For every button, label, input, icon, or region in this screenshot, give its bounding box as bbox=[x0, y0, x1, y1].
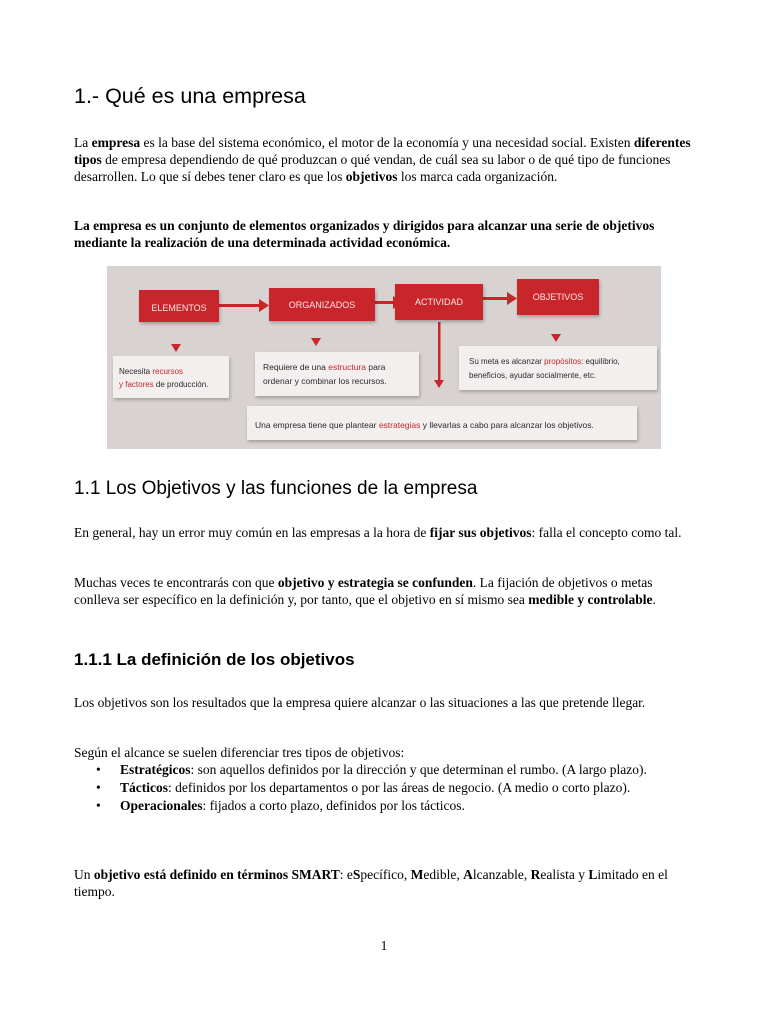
highlight-run: estrategias bbox=[378, 420, 421, 430]
box-elementos bbox=[139, 290, 219, 322]
diagram-note-text bbox=[119, 367, 183, 376]
text-run: : falla el concepto como tal. bbox=[531, 525, 682, 540]
objective-types-list bbox=[74, 761, 694, 815]
text-run: imitado en el tiempo. bbox=[74, 867, 668, 899]
diagram-note-text bbox=[469, 371, 596, 380]
objectives-types-intro: Según el alcance se suelen diferenciar tres tipos de objetivos: bbox=[74, 745, 405, 760]
arrow-line-2 bbox=[375, 301, 393, 304]
text-run: Requiere de una bbox=[263, 362, 329, 372]
bold-run: Estratégicos bbox=[120, 762, 191, 777]
text-run: : fijados a corto plazo, definidos por los tácticos. bbox=[202, 798, 465, 813]
bullet-marker: • bbox=[96, 780, 101, 795]
text-run: los marca cada organización. bbox=[397, 169, 558, 184]
bold-run: empresa bbox=[91, 135, 141, 150]
objective-type-item bbox=[74, 779, 694, 796]
activity-stem bbox=[438, 322, 441, 380]
section-heading-1-1: 1.1 Los Objetivos y las funciones de la empresa bbox=[74, 478, 478, 499]
text-run: ordenar y combinar los recursos. bbox=[263, 376, 387, 386]
text-run: En general, hay un error muy común en las empresas a la hora de bbox=[74, 525, 430, 540]
note-elementos bbox=[113, 356, 229, 398]
text-run: : definidos por los departamentos o por las áreas de negocio. (A medio o corto plazo). bbox=[168, 780, 631, 795]
objectives-strategy-paragraph bbox=[74, 574, 694, 608]
smart-paragraph bbox=[74, 866, 694, 900]
definition-paragraph: La empresa es un conjunto de elementos organizados y dirigidos para alcanzar una serie de objetivos mediante la realización de una determinada actividad económica. bbox=[74, 218, 655, 250]
text-run: : equilibrio, bbox=[581, 357, 620, 366]
section-heading-1-1-1: 1.1.1 La definición de los objetivos bbox=[74, 650, 355, 669]
text-run: de producción. bbox=[153, 380, 209, 389]
text-run: y llevarlas a cabo para alcanzar los objetivos. bbox=[420, 420, 594, 430]
arrow-line-1 bbox=[219, 304, 259, 307]
bold-run: medible y controlable bbox=[528, 592, 653, 607]
bold-run: objetivo y estrategia se confunden bbox=[277, 575, 473, 590]
bold-run: objetivos bbox=[345, 169, 398, 184]
text-run: Necesita bbox=[119, 367, 153, 376]
bold-run: R bbox=[530, 867, 541, 882]
bold-run: diferentes tipos bbox=[74, 135, 691, 167]
text-run: . bbox=[652, 592, 656, 607]
text-run: beneficios, ayudar socialmente, etc. bbox=[469, 371, 597, 380]
text-run: lcanzable, bbox=[472, 867, 531, 882]
bold-run: S bbox=[352, 867, 361, 882]
text-run: ealista y bbox=[540, 867, 589, 882]
bold-run: objetivo está definido en términos SMART bbox=[93, 867, 340, 882]
bold-run: L bbox=[588, 867, 598, 882]
highlight-run: propósitos bbox=[544, 357, 582, 366]
box-label-organizados: ORGANIZADOS bbox=[288, 300, 356, 310]
text-run: La bbox=[74, 135, 92, 150]
text-run: . La fijación de objetivos o metas conlleva ser específico en la definición y, por tanto, que el objetivo en sí mismo sea bbox=[74, 575, 653, 607]
highlight-run: y factores bbox=[119, 380, 154, 389]
bold-run: A bbox=[463, 867, 473, 882]
diagram-note-text bbox=[263, 362, 386, 372]
diagram-note-text bbox=[263, 376, 387, 386]
text-run: para bbox=[366, 362, 386, 372]
objectives-definition-paragraph: Los objetivos son los resultados que la empresa quiere alcanzar o las situaciones a las que pretende llegar. bbox=[74, 695, 646, 710]
intro-paragraph bbox=[74, 134, 694, 185]
text-run: es la base del sistema económico, el motor de la economía y una necesidad social. Existen bbox=[140, 135, 634, 150]
text-run: Un bbox=[74, 867, 94, 882]
note-estrategias bbox=[247, 406, 637, 440]
text-run: Su meta es alcanzar bbox=[469, 357, 545, 366]
objective-type-item bbox=[74, 761, 694, 778]
highlight-run: recursos bbox=[152, 367, 184, 376]
text-run: Muchas veces te encontrarás con que bbox=[74, 575, 278, 590]
text-run: : e bbox=[339, 867, 353, 882]
page-number: 1 bbox=[380, 938, 388, 953]
diagram-note-text bbox=[469, 357, 620, 366]
company-diagram-image bbox=[107, 266, 661, 449]
diagram-note-text bbox=[119, 380, 208, 389]
box-label-objetivos: OBJETIVOS bbox=[532, 292, 584, 302]
bold-run: M bbox=[410, 867, 424, 882]
box-actividad bbox=[395, 284, 483, 320]
section-heading-1: 1.- Qué es una empresa bbox=[74, 84, 306, 108]
bold-run: Operacionales bbox=[120, 798, 203, 813]
text-run: pecífico, bbox=[360, 867, 411, 882]
text-run: Una empresa tiene que plantear bbox=[255, 420, 379, 430]
bold-run: Tácticos bbox=[120, 780, 168, 795]
text-run: edible, bbox=[423, 867, 464, 882]
text-run: : son aquellos definidos por la dirección y que determinan el rumbo. (A largo plazo). bbox=[190, 762, 647, 777]
bullet-marker: • bbox=[96, 762, 101, 777]
box-organizados bbox=[269, 288, 375, 321]
arrow-line-3 bbox=[483, 297, 507, 300]
bullet-marker: • bbox=[96, 798, 101, 813]
box-objetivos bbox=[517, 279, 599, 315]
box-label-actividad: ACTIVIDAD bbox=[414, 297, 464, 307]
diagram-note-text bbox=[255, 420, 594, 430]
box-label-elementos: ELEMENTOS bbox=[151, 303, 207, 313]
bold-run: fijar sus objetivos bbox=[429, 525, 532, 540]
text-run: de empresa dependiendo de qué produzcan o qué vendan, de cuál sea su labor o de qué tipo de funciones desarrollen. Lo que sí debes tener claro es que los bbox=[74, 152, 671, 184]
objective-type-item bbox=[74, 797, 694, 814]
highlight-run: estructura bbox=[328, 362, 367, 372]
note-objetivos bbox=[459, 346, 657, 390]
objectives-error-paragraph bbox=[74, 524, 694, 541]
company-diagram bbox=[107, 266, 661, 449]
note-organizados bbox=[255, 352, 419, 396]
